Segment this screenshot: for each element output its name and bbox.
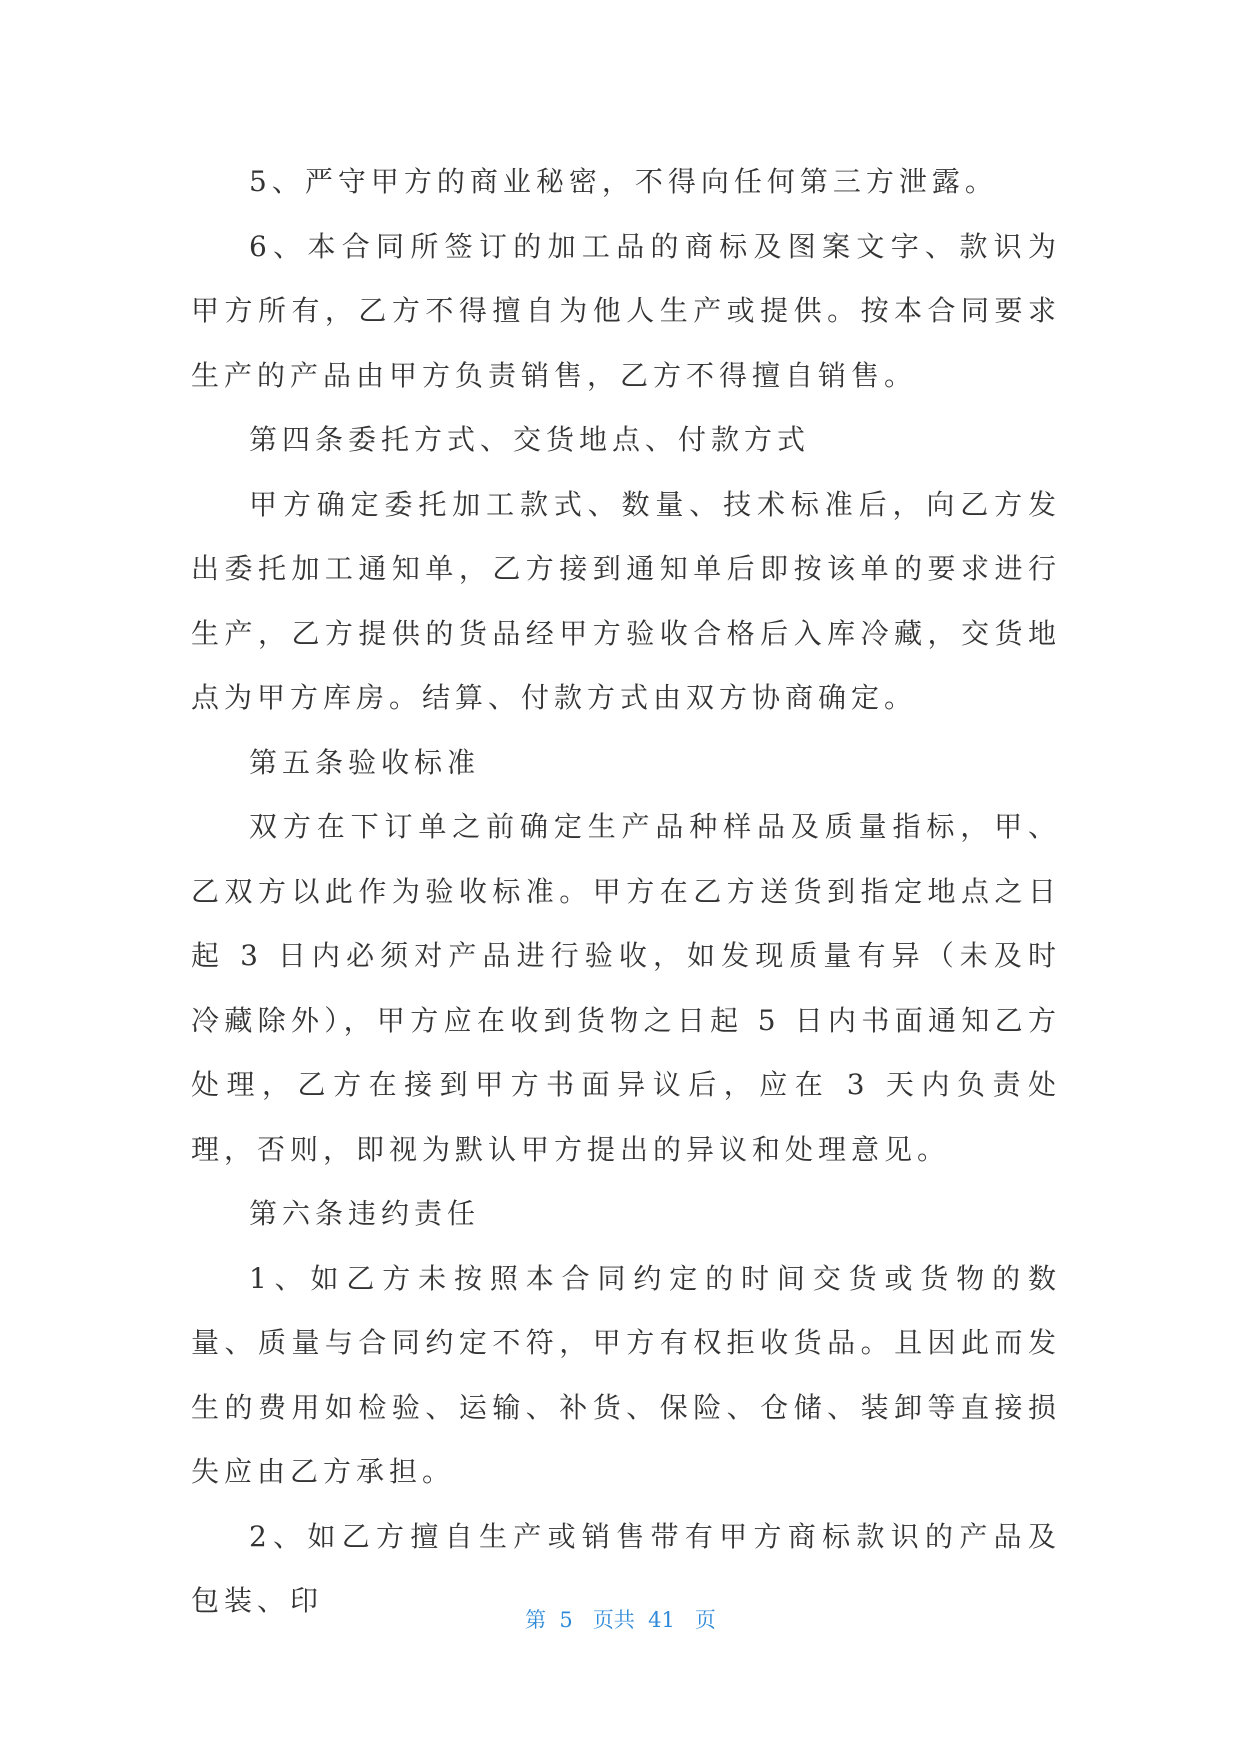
- paragraph-clause-6: 6、本合同所签订的加工品的商标及图案文字、款识为甲方所有，乙方不得擅自为他人生产或提供。按本合同要求生产的产品由甲方负责销售，乙方不得擅自销售。: [191, 229, 1061, 392]
- paragraph-article-6-clause-2: 2、如乙方擅自生产或销售带有甲方商标款识的产品及包装、印: [191, 1519, 1061, 1617]
- heading-article-6: 第六条违约责任: [249, 1197, 481, 1230]
- paragraph-article-4-body: 甲方确定委托加工款式、数量、技术标准后，向乙方发出委托加工通知单，乙方接到通知单后即按该单的要求进行生产，乙方提供的货品经甲方验收合格后入库冷藏，交货地点为甲方库房。结算、付款方式由双方协商确定。: [191, 487, 1061, 714]
- paragraph-clause-5: 5、严守甲方的商业秘密，不得向任何第三方泄露。: [249, 165, 998, 198]
- page-number-footer: 第 5 页共 41 页: [525, 1608, 716, 1632]
- heading-article-4: 第四条委托方式、交货地点、付款方式: [249, 423, 811, 456]
- paragraph-article-6-clause-1: 1、如乙方未按照本合同约定的时间交货或货物的数量、质量与合同约定不符，甲方有权拒收货品。且因此而发生的费用如检验、运输、补货、保险、仓储、装卸等直接损失应由乙方承担。: [191, 1261, 1061, 1488]
- heading-article-5: 第五条验收标准: [249, 745, 481, 779]
- paragraph-article-5-body: 双方在下订单之前确定生产品种样品及质量指标，甲、乙双方以此作为验收标准。甲方在乙方送货到指定地点之日起 3 日内必须对产品进行验收，如发现质量有异（未及时冷藏除外），甲方应在收到货物之日起 5 日内书面通知乙方处理，乙方在接到甲方书面异议后，应在 3 天内负责处理，否则，即视为默认甲方提出的异议和处理意见。: [191, 810, 1061, 1166]
- document-body: [191, 150, 1061, 1634]
